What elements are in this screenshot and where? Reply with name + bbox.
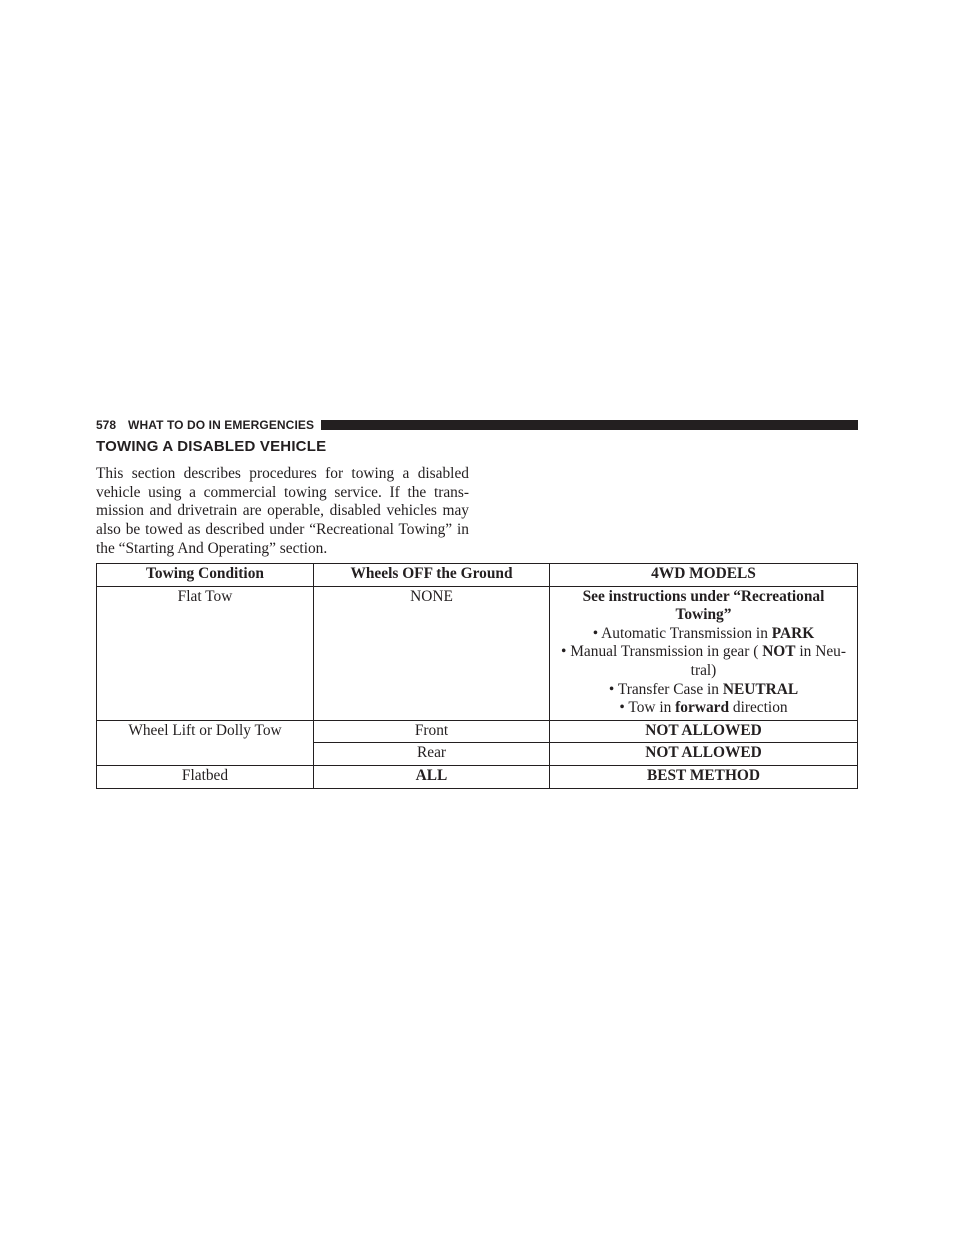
cell-wheels: NONE xyxy=(314,586,550,720)
bullet-tow-direction xyxy=(558,699,849,718)
cell-wheels: Rear xyxy=(314,743,550,766)
bullet-text-after: direction xyxy=(729,699,788,717)
bullet-emphasis: NOT xyxy=(762,643,796,661)
cell-4wd-value: NOT ALLOWED xyxy=(550,720,858,743)
cell-condition: Wheel Lift or Dolly Tow xyxy=(97,720,314,765)
col-header-4wd-models: 4WD MODELS xyxy=(550,564,858,587)
bullet-emphasis: NEUTRAL xyxy=(722,680,799,698)
instructions-heading: See instructions under “Recreational Towing” xyxy=(582,587,825,624)
towing-table xyxy=(96,563,858,789)
cell-condition: Flat Tow xyxy=(97,586,314,720)
header-rule-bar xyxy=(321,420,858,430)
cell-4wd-value: BEST METHOD xyxy=(550,765,858,788)
bullet-automatic-transmission xyxy=(558,625,849,644)
bullet-text: • Automatic Transmission in xyxy=(592,624,772,642)
bullet-transfer-case xyxy=(558,681,849,700)
cell-wheels: Front xyxy=(314,720,550,743)
col-header-towing-condition: Towing Condition xyxy=(97,564,314,587)
running-head-title: WHAT TO DO IN EMERGENCIES xyxy=(128,418,315,432)
table-header-row xyxy=(97,564,858,587)
table-row-wheel-lift-front xyxy=(97,720,858,743)
cell-4wd-value: NOT ALLOWED xyxy=(550,743,858,766)
col-header-wheels-off: Wheels OFF the Ground xyxy=(314,564,550,587)
cell-instructions xyxy=(550,586,858,720)
bullet-text: • Manual Transmission in gear ( xyxy=(561,643,763,661)
bullet-emphasis: PARK xyxy=(771,624,815,642)
bullet-text: • Tow in xyxy=(619,699,676,717)
intro-paragraph: This section describes procedures for towing a disabled vehicle using a commercial towing service. If the trans- mission and drivetrain are operable, disabled vehicles may also be towed as described under “Recreational Towing” in the “Starting And Operating” section. xyxy=(96,465,469,557)
bullet-text-after: in Neu- tral) xyxy=(690,643,846,679)
running-header xyxy=(96,417,858,433)
section-title: TOWING A DISABLED VEHICLE xyxy=(96,438,327,455)
page-number: 578 xyxy=(96,418,117,432)
cell-wheels: ALL xyxy=(314,765,550,788)
table-row-flat-tow xyxy=(97,586,858,720)
table-row-flatbed xyxy=(97,765,858,788)
bullet-emphasis: forward xyxy=(675,699,730,717)
bullet-manual-transmission xyxy=(558,643,849,680)
cell-condition: Flatbed xyxy=(97,765,314,788)
bullet-text: • Transfer Case in xyxy=(608,680,723,698)
